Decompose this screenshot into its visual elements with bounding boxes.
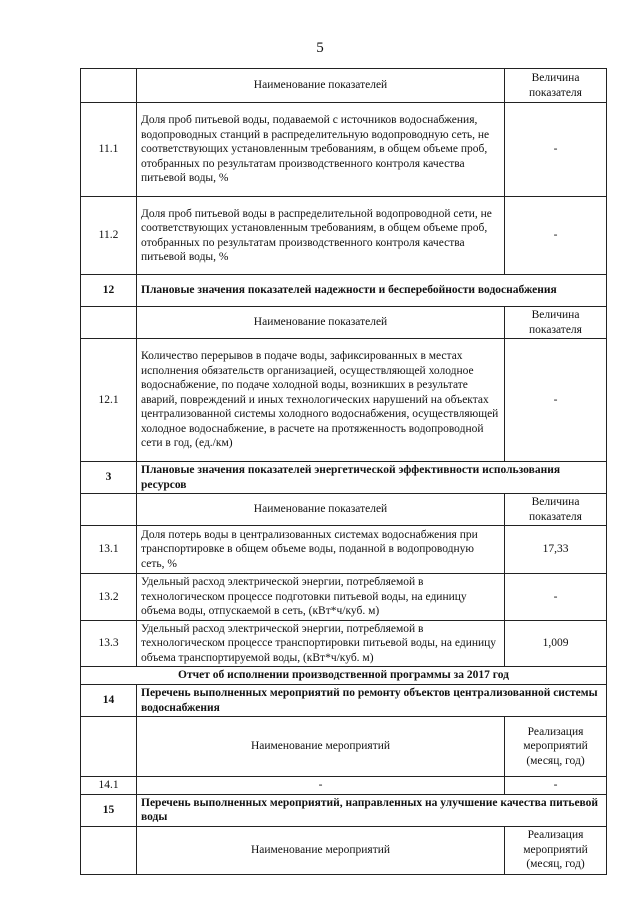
row-number: 11.1 <box>81 103 137 197</box>
table-row <box>81 526 607 574</box>
section-number: 15 <box>81 794 137 826</box>
row-value: - <box>505 103 607 197</box>
empty-cell <box>81 717 137 777</box>
column-header-value: Величина показателя <box>505 494 607 526</box>
section-number: 3 <box>81 462 137 494</box>
row-text: Доля проб питьевой воды, подаваемой с источников водоснабжения, водопроводных станций в распределительную водопроводную сеть, не соответствующих установленным требованиям, в общем объеме проб, отобранных по результатам производственного контроля качества питьевой воды, % <box>137 103 505 197</box>
column-header-name: Наименование мероприятий <box>137 826 505 874</box>
row-value: - <box>505 197 607 275</box>
column-header-value: Величина показателя <box>505 307 607 339</box>
row-text: - <box>137 777 505 795</box>
row-text: Количество перерывов в подаче воды, зафиксированных в местах исполнения обязательств организацией, осуществляющей холодное водоснабжение, по подаче холодной воды, возникших в результате аварий, повреждений и иных технологических нарушений на объектах централизованной системы холодного водоснабжения, осуществляющей холодное водоснабжение, в расчете на протяженность водопроводной сети в год, (ед./км) <box>137 339 505 462</box>
column-header-value: Реализация мероприятий (месяц, год) <box>505 826 607 874</box>
empty-cell <box>81 494 137 526</box>
section-row <box>81 794 607 826</box>
table-row <box>81 620 607 667</box>
row-value: 17,33 <box>505 526 607 574</box>
section-row <box>81 462 607 494</box>
empty-cell <box>81 307 137 339</box>
table-row <box>81 103 607 197</box>
section-title: Плановые значения показателей энергетической эффективности использования ресурсов <box>137 462 607 494</box>
report-title: Отчет об исполнении производственной программы за 2017 год <box>81 667 607 685</box>
row-text: Удельный расход электрической энергии, потребляемой в технологическом процессе транспортировки питьевой воды, на единицу объема транспортируемой воды, (кВт*ч/куб. м) <box>137 620 505 667</box>
row-text: Доля потерь воды в централизованных системах водоснабжения при транспортировке в общем объеме воды, поданной в водопроводную сеть, % <box>137 526 505 574</box>
section-title: Перечень выполненных мероприятий, направленных на улучшение качества питьевой воды <box>137 794 607 826</box>
row-text: Удельный расход электрической энергии, потребляемой в технологическом процессе подготовки питьевой воды, на единицу объема воды, отпускаемой в сеть, (кВт*ч/куб. м) <box>137 574 505 621</box>
column-header-name: Наименование показателей <box>137 69 505 103</box>
row-number: 13.1 <box>81 526 137 574</box>
report-title-row <box>81 667 607 685</box>
table-header-row <box>81 717 607 777</box>
row-number: 14.1 <box>81 777 137 795</box>
section-row <box>81 685 607 717</box>
table-header-row <box>81 307 607 339</box>
table-row <box>81 197 607 275</box>
table-header-row <box>81 494 607 526</box>
row-number: 11.2 <box>81 197 137 275</box>
section-row <box>81 275 607 307</box>
column-header-name: Наименование мероприятий <box>137 717 505 777</box>
table-row <box>81 574 607 621</box>
table-row <box>81 777 607 795</box>
row-value: - <box>505 339 607 462</box>
row-number: 13.3 <box>81 620 137 667</box>
indicators-table <box>80 68 607 875</box>
section-title: Перечень выполненных мероприятий по ремонту объектов централизованной системы водоснабжения <box>137 685 607 717</box>
page-number: 5 <box>316 40 324 56</box>
empty-cell <box>81 826 137 874</box>
row-value: 1,009 <box>505 620 607 667</box>
row-number: 13.2 <box>81 574 137 621</box>
table-header-row <box>81 69 607 103</box>
row-value: - <box>505 574 607 621</box>
row-value: - <box>505 777 607 795</box>
table-header-row <box>81 826 607 874</box>
empty-cell <box>81 69 137 103</box>
section-title: Плановые значения показателей надежности и бесперебойности водоснабжения <box>137 275 607 307</box>
row-number: 12.1 <box>81 339 137 462</box>
column-header-value: Реализация мероприятий (месяц, год) <box>505 717 607 777</box>
row-text: Доля проб питьевой воды в распределительной водопроводной сети, не соответствующих установленным требованиям, в общем объеме проб, отобранных по результатам производственного контроля качества питьевой воды, % <box>137 197 505 275</box>
section-number: 12 <box>81 275 137 307</box>
column-header-name: Наименование показателей <box>137 307 505 339</box>
table-row <box>81 339 607 462</box>
column-header-name: Наименование показателей <box>137 494 505 526</box>
section-number: 14 <box>81 685 137 717</box>
column-header-value: Величина показателя <box>505 69 607 103</box>
